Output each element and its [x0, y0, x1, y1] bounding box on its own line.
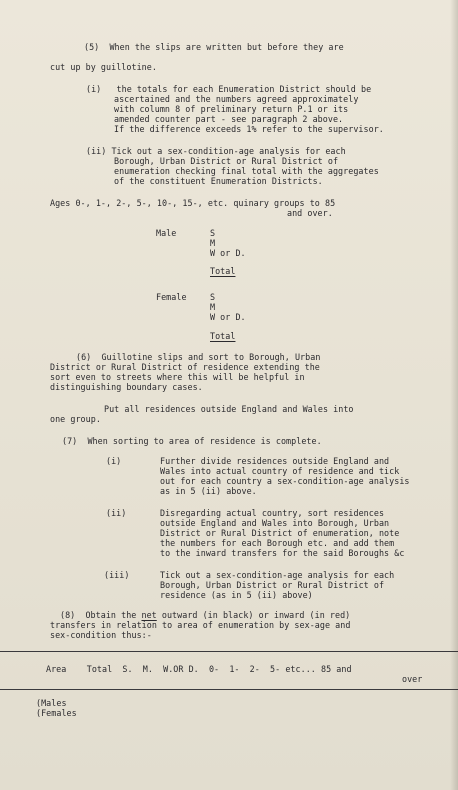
item-i-line-5: If the difference exceeds 1% refer to the supervisor.: [114, 124, 384, 134]
item-ii-line-3: enumeration checking final total with the aggregates: [114, 166, 379, 176]
row-males: (Males: [36, 698, 67, 708]
sub-i-line-4: as in 5 (ii) above.: [160, 486, 257, 496]
sub-ii-line-5: to the inward transfers for the said Boroughs &c: [160, 548, 405, 558]
para-6-line-2: District or Rural District of residence extending the: [50, 362, 320, 372]
item-i-line-4: amended counter part - see paragraph 2 above.: [114, 114, 344, 124]
table-header-line-2: over: [402, 674, 423, 684]
sub-i-number: (i): [106, 456, 122, 466]
sub-iii-line-1: Tick out a sex-condition-age analysis for each: [160, 570, 395, 580]
table-header-line-1: Area Total S. M. W.OR D. 0- 1- 2- 5- etc... 85 and: [46, 664, 352, 674]
para-8-suffix: outward (in black) or inward (in red): [156, 610, 351, 620]
sub-i-line-2: Wales into actual country of residence and tick: [160, 466, 400, 476]
para-8-line-2: transfers in relation to area of enumeration by sex-age and: [50, 620, 351, 630]
para-8-net: net: [141, 610, 157, 620]
table-header-rule: [0, 689, 458, 690]
item-ii-line-1: (ii) Tick out a sex-condition-age analysis for each: [86, 146, 346, 156]
item-ii-line-4: of the constituent Enumeration Districts.: [114, 176, 323, 186]
para-8-line-3: sex-condition thus:-: [50, 630, 152, 640]
male-single: S: [210, 228, 216, 238]
female-married: M: [210, 302, 216, 312]
male-married: M: [210, 238, 216, 248]
male-total: Total: [210, 266, 236, 276]
item-i-line-1: (i) the totals for each Enumeration District should be: [86, 84, 372, 94]
item-i-line-3: with column 8 of preliminary return P.1 or its: [114, 104, 349, 114]
female-single: S: [210, 292, 216, 302]
sub-iii-line-2: Borough, Urban District or Rural District of: [160, 580, 385, 590]
ages-line-2: and over.: [287, 208, 333, 218]
sub-ii-line-1: Disregarding actual country, sort residences: [160, 508, 385, 518]
para-6-line-1: (6) Guillotine slips and sort to Borough, Urban: [76, 352, 321, 362]
para-6-line-3: sort even to streets where this will be helpful in: [50, 372, 305, 382]
para-6-line-4: distinguishing boundary cases.: [50, 382, 203, 392]
ages-line-1: Ages 0-, 1-, 2-, 5-, 10-, 15-, etc. quinary groups to 85: [50, 198, 336, 208]
female-total: Total: [210, 331, 236, 341]
sub-iii-line-3: residence (as in 5 (ii) above): [160, 590, 313, 600]
female-label: Female: [156, 292, 187, 302]
put-line-2: one group.: [50, 414, 101, 424]
sub-ii-number: (ii): [106, 508, 127, 518]
row-females: (Females: [36, 708, 77, 718]
sub-i-line-3: out for each country a sex-condition-age analysis: [160, 476, 410, 486]
sub-ii-line-3: District or Rural District of enumeration, note: [160, 528, 400, 538]
table-top-rule: [0, 651, 458, 652]
sub-i-line-1: Further divide residences outside England and: [160, 456, 390, 466]
sub-ii-line-2: outside England and Wales into Borough, Urban: [160, 518, 390, 528]
sub-ii-line-4: the numbers for each Borough etc. and add them: [160, 538, 395, 548]
item-ii-line-2: Borough, Urban District or Rural District of: [114, 156, 339, 166]
sub-iii-number: (iii): [104, 570, 130, 580]
male-widowed: W or D.: [210, 248, 246, 258]
para-8-prefix: (8) Obtain the: [60, 610, 142, 620]
para-5-line-2: cut up by guillotine.: [50, 62, 157, 72]
put-line-1: Put all residences outside England and Wales into: [104, 404, 354, 414]
male-label: Male: [156, 228, 177, 238]
page-edge-shadow: [450, 0, 458, 790]
para-7: (7) When sorting to area of residence is complete.: [62, 436, 322, 446]
item-i-line-2: ascertained and the numbers agreed approximately: [114, 94, 359, 104]
para-5-line-1: (5) When the slips are written but before they are: [84, 42, 344, 52]
female-widowed: W or D.: [210, 312, 246, 322]
